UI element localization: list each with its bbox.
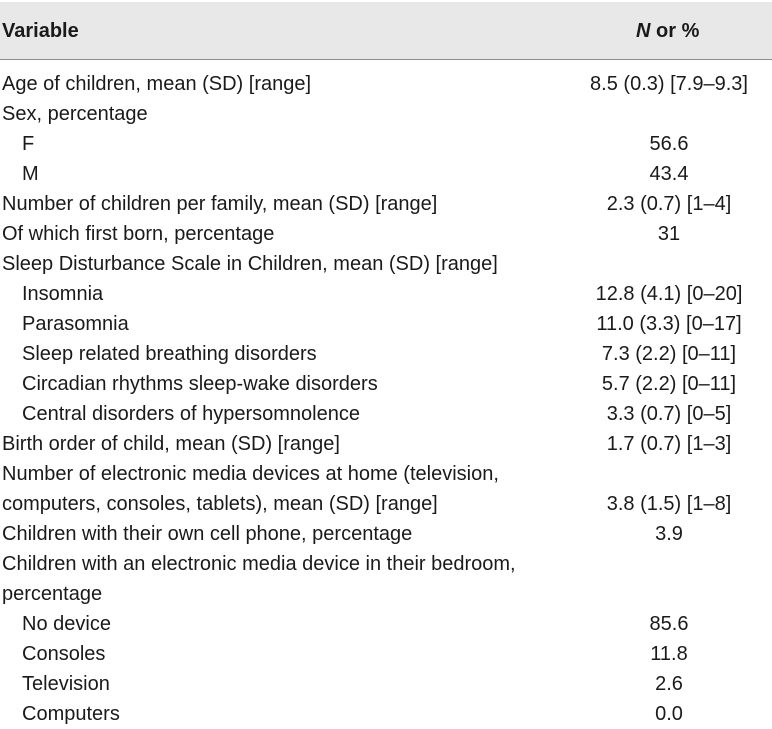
row-value-parasomnia: 11.0 (3.3) [0–17] — [596, 313, 742, 335]
row-label-age: Age of children, mean (SD) [range] — [2, 73, 312, 95]
row-label-parasomnia: Parasomnia — [22, 313, 129, 335]
table-row — [0, 279, 772, 309]
row-value-circadian-disorders: 5.7 (2.2) [0–11] — [601, 373, 737, 395]
table-row — [0, 429, 772, 459]
row-label-bedroom-device: Children with an electronic media device in their bedroom, percentage — [2, 553, 516, 605]
row-label-breathing-disorders: Sleep related breathing disorders — [22, 343, 317, 365]
table-row — [0, 69, 772, 99]
row-label-consoles: Consoles — [22, 643, 106, 665]
row-value-first-born: 31 — [657, 223, 681, 245]
value-column-header-rest: or % — [650, 20, 700, 42]
row-value-insomnia: 12.8 (4.1) [0–20] — [595, 283, 743, 305]
table-row — [0, 669, 772, 699]
row-value-consoles: 11.8 — [650, 643, 688, 665]
row-label-birth-order: Birth order of child, mean (SD) [range] — [2, 433, 340, 455]
row-value-hypersomnolence: 3.3 (0.7) [0–5] — [606, 403, 732, 425]
row-value-cell-phone: 3.9 — [655, 523, 683, 545]
table-row — [0, 609, 772, 639]
table-row — [0, 99, 772, 129]
variable-column-header: Variable — [2, 20, 79, 42]
row-label-sleep-scale: Sleep Disturbance Scale in Children, mean (SD) [range] — [2, 253, 498, 275]
row-value-birth-order: 1.7 (0.7) [1–3] — [606, 433, 732, 455]
table-row — [0, 129, 772, 159]
value-column-header — [636, 19, 699, 43]
row-label-television: Television — [22, 673, 110, 695]
row-value-sex-f: 56.6 — [649, 133, 689, 155]
row-label-media-devices: Number of electronic media devices at home (television, computers, consoles, tablets), mean (SD) [range] — [2, 463, 499, 515]
row-label-sex-f: F — [22, 133, 35, 155]
table-header-rule — [0, 59, 772, 60]
table-row — [0, 249, 772, 279]
row-value-breathing-disorders: 7.3 (2.2) [0–11] — [601, 343, 737, 365]
table-row — [0, 699, 772, 729]
row-value-media-devices: 3.8 (1.5) [1–8] — [606, 493, 732, 515]
table-body — [0, 69, 772, 729]
table-row — [0, 399, 772, 429]
table-row — [0, 219, 772, 249]
row-label-hypersomnolence: Central disorders of hypersomnolence — [22, 403, 360, 425]
table-header — [0, 2, 772, 59]
table-row — [0, 549, 772, 609]
row-value-no-device: 85.6 — [649, 613, 689, 635]
row-label-first-born: Of which first born, percentage — [2, 223, 275, 245]
row-label-insomnia: Insomnia — [22, 283, 104, 305]
table-row — [0, 159, 772, 189]
row-label-sex: Sex, percentage — [2, 103, 148, 125]
row-value-sex-m: 43.4 — [649, 163, 689, 185]
row-label-computers: Computers — [22, 703, 120, 725]
row-label-cell-phone: Children with their own cell phone, percentage — [2, 523, 413, 545]
table-row — [0, 339, 772, 369]
row-value-television: 2.6 — [655, 673, 683, 695]
table-row — [0, 519, 772, 549]
row-value-computers: 0.0 — [655, 703, 683, 725]
row-label-no-device: No device — [22, 613, 111, 635]
row-value-age: 8.5 (0.3) [7.9–9.3] — [590, 73, 748, 95]
row-label-children-per-family: Number of children per family, mean (SD) [range] — [2, 193, 438, 215]
table-row — [0, 459, 772, 519]
table-row — [0, 309, 772, 339]
row-label-circadian-disorders: Circadian rhythms sleep-wake disorders — [22, 373, 378, 395]
value-column-header-n: N — [636, 20, 651, 42]
row-value-children-per-family: 2.3 (0.7) [1–4] — [606, 193, 732, 215]
table-row — [0, 639, 772, 669]
table-row — [0, 369, 772, 399]
row-label-sex-m: M — [22, 163, 39, 185]
table-row — [0, 189, 772, 219]
